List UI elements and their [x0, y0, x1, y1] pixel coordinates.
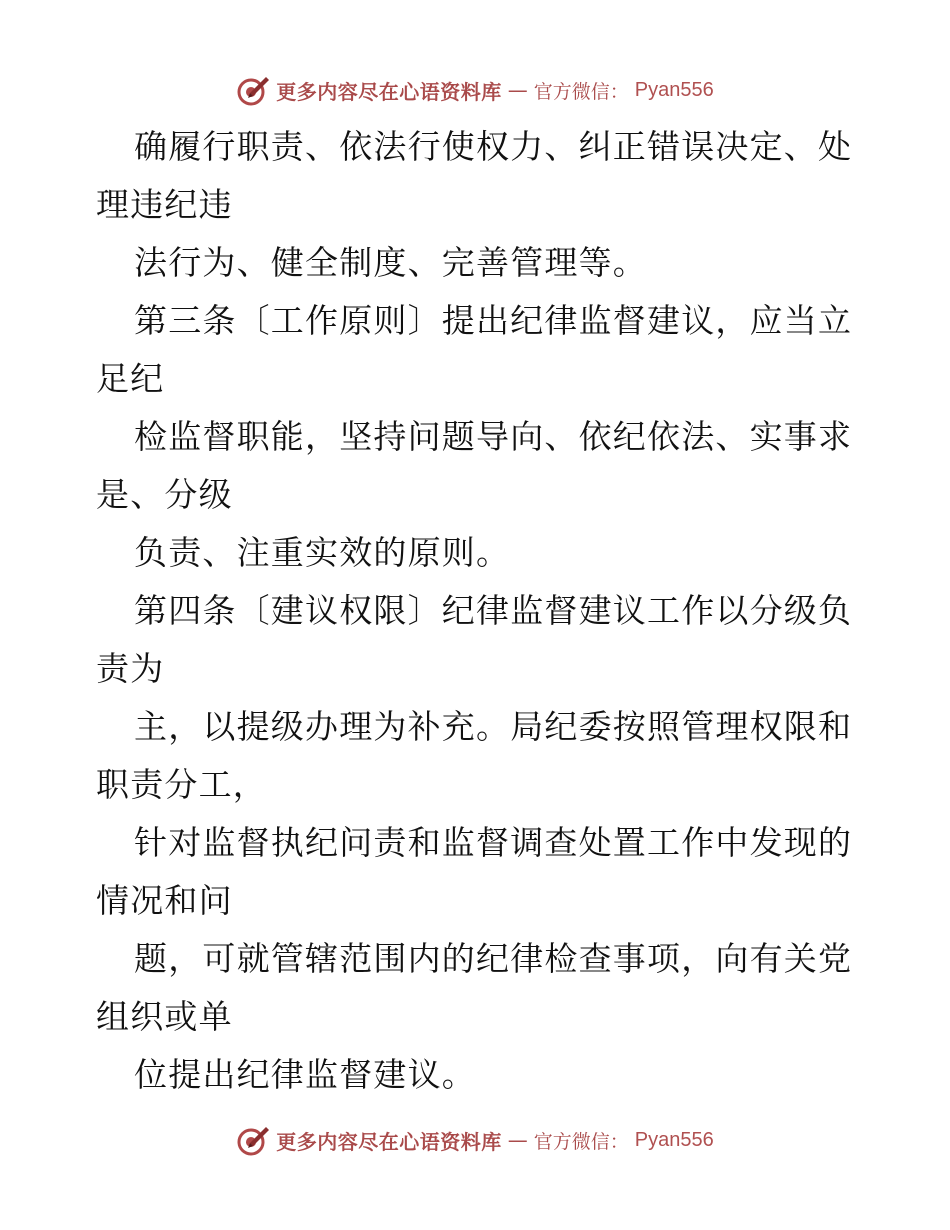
wechat-label: 官方微信： — [533, 80, 629, 103]
text-line: 针对监督执纪问责和监督调查处置工作中发现的 — [134, 823, 853, 862]
text-line: 职责分工， — [96, 765, 267, 804]
text-line: 检监督职能，坚持问题导向、依纪依法、实事求 — [134, 417, 853, 456]
banner-separator: — — [507, 1128, 528, 1152]
banner-separator: — — [507, 78, 528, 102]
text-line: 题，可就管辖范围内的纪律检查事项，向有关党 — [134, 939, 853, 978]
text-line: 确履行职责、依法行使权力、纠正错误决定、处 — [134, 127, 853, 166]
text-line: 位提出纪律监督建议。 — [134, 1055, 476, 1094]
text-line: 第三条〔工作原则〕提出纪律监督建议，应当立 — [134, 301, 853, 340]
pen-logo-icon — [236, 1123, 270, 1157]
document-body — [96, 118, 856, 1104]
text-line: 责为 — [96, 649, 165, 688]
text-line: 主，以提级办理为补充。局纪委按照管理权限和 — [134, 707, 853, 746]
text-line: 第四条〔建议权限〕纪律监督建议工作以分级负 — [134, 591, 853, 630]
text-line: 组织或单 — [96, 997, 233, 1036]
banner-title: 更多内容尽在心语资料库 — [276, 1129, 502, 1154]
wechat-id: Pyan556 — [634, 78, 714, 101]
footer-banner — [0, 1120, 950, 1160]
text-line: 负责、注重实效的原则。 — [134, 533, 511, 572]
text-line: 是、分级 — [96, 475, 233, 514]
header-banner — [0, 70, 950, 110]
banner-title: 更多内容尽在心语资料库 — [276, 79, 502, 104]
text-line: 法行为、健全制度、完善管理等。 — [134, 243, 647, 282]
pen-logo-icon — [236, 73, 270, 107]
wechat-id: Pyan556 — [634, 1128, 714, 1151]
wechat-label: 官方微信： — [533, 1130, 629, 1153]
text-line: 理违纪违 — [96, 185, 233, 224]
text-line: 足纪 — [96, 359, 165, 398]
text-line: 情况和问 — [96, 881, 233, 920]
